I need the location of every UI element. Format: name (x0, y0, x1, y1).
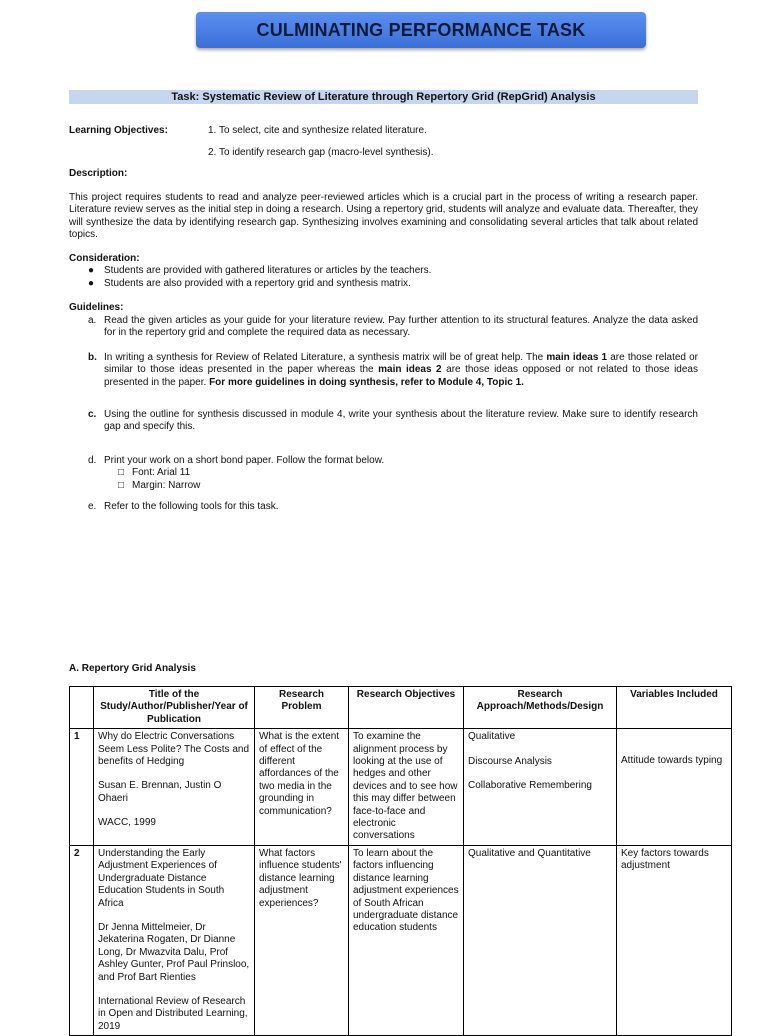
guideline-text: Using the outline for synthesis discussed in module 4, write your synthesis about the literature review. Make sure to identify research gap and specify this. (104, 409, 698, 433)
description-label: Description: (69, 168, 128, 179)
approach-item: Qualitative (468, 731, 516, 743)
variables-cell: Attitude towards typing (617, 729, 732, 846)
objectives-cell: To examine the alignment process by looking at the use of hedges and other devices and to see how this may differ between face-to-face and electronic conversations (349, 729, 464, 846)
guideline-marker: c. (88, 409, 97, 420)
column-header: Research Problem (255, 687, 349, 729)
table-row (70, 845, 732, 1035)
grid-heading: A. Repertory Grid Analysis (69, 663, 196, 674)
guideline-item-e (88, 501, 698, 513)
guideline-item-b (88, 352, 698, 389)
guideline-emphasis: For more guidelines in doing synthesis, refer to Module 4, Topic 1. (209, 376, 524, 388)
document-title: CULMINATING PERFORMANCE TASK (256, 19, 586, 40)
format-item-text: Margin: Narrow (132, 480, 201, 491)
study-cell (94, 729, 255, 846)
consideration-item (88, 265, 431, 276)
study-publication: WACC, 1999 (98, 817, 156, 829)
column-header (70, 687, 94, 729)
task-title: Task: Systematic Review of Literature through Repertory Grid (RepGrid) Analysis (171, 91, 596, 103)
consideration-item-text: Students are provided with gathered literatures or articles by the teachers. (104, 265, 432, 276)
guideline-item-d (88, 455, 698, 467)
guideline-emphasis: main ideas 2 (378, 364, 442, 376)
guideline-item-a (88, 315, 698, 340)
bullet-icon: ● (88, 265, 95, 276)
study-authors: Susan E. Brennan, Justin O Ohaeri (98, 780, 222, 804)
guideline-marker: e. (88, 501, 97, 512)
checkbox-icon: □ (118, 467, 125, 478)
objective-item: 1. To select, cite and synthesize related literature. (208, 125, 427, 136)
guideline-text-part: are those ideas opposed or not related to those ideas presented in the paper. (104, 364, 698, 388)
column-header: Research Objectives (349, 687, 464, 729)
consideration-item-text: Students are also provided with a repertory grid and synthesis matrix. (104, 278, 411, 289)
approach-item: Discourse Analysis (468, 755, 552, 767)
guideline-text: Refer to the following tools for this task. (104, 501, 279, 512)
description-text: This project requires students to read and analyze peer-reviewed articles which is a crucial part in the process of writing a research paper. Literature review serves as the initial step in doing a research. Using a repertory grid, students will analyze and evaluate data. Thereafter, they will synthesize the data by identifying research gap. Synthesizing involves examining and consolidating several articles that talk about related topics. (69, 192, 698, 241)
repertory-grid-table (69, 686, 732, 1036)
guidelines-label: Guidelines: (69, 302, 124, 313)
column-header: Research Approach/Methods/Design (464, 687, 617, 729)
objective-item: 2. To identify research gap (macro-level synthesis). (208, 147, 434, 158)
problem-cell: What is the extent of effect of the different affordances of the two media in the grounding in communication? (255, 729, 349, 846)
study-title: Understanding the Early Adjustment Experiences of Undergraduate Distance Education Students in South Africa (98, 847, 225, 909)
approach-item: Collaborative Remembering (468, 780, 592, 792)
consideration-item (88, 278, 411, 289)
task-heading-bar (69, 90, 698, 104)
header-banner (196, 12, 646, 48)
study-publication: International Review of Research in Open and Distributed Learning, 2019 (98, 995, 248, 1032)
column-header: Variables Included (617, 687, 732, 729)
guideline-text: Print your work on a short bond paper. Follow the format below. (104, 455, 385, 466)
column-header: Title of the Study/Author/Publisher/Year of Publication (94, 687, 255, 729)
format-item-text: Font: Arial 11 (132, 467, 191, 478)
row-number: 2 (70, 845, 94, 1035)
table-header-row (70, 687, 732, 729)
consideration-label: Consideration: (69, 253, 140, 264)
guideline-text-part: are those related or similar to those ideas presented in the paper whereas the (104, 352, 698, 376)
guideline-item-c (88, 409, 698, 434)
guideline-text: Read the given articles as your guide for your literature review. Pay further attention to its structural features. Analyze the data asked for in the repertory grid and complete the required data as necessary. (104, 315, 698, 339)
objectives-cell: To learn about the factors influencing distance learning adjustment experiences of South African undergraduate distance education students (349, 845, 464, 1035)
guideline-emphasis: main ideas 1 (546, 352, 608, 363)
variables-cell: Key factors towards adjustment (617, 845, 732, 1035)
guideline-marker: a. (88, 315, 97, 326)
study-title: Why do Electric Conversations Seem Less Polite? The Costs and benefits of Hedging (98, 731, 250, 768)
learning-objectives-label: Learning Objectives: (69, 125, 168, 136)
format-item (118, 467, 190, 478)
guideline-marker: d. (88, 455, 97, 466)
format-item (118, 480, 200, 491)
approach-item: Qualitative and Quantitative (468, 847, 591, 859)
guideline-text-part: In writing a synthesis for Review of Related Literature, a synthesis matrix will be of great help. The (104, 352, 547, 363)
study-authors: Dr Jenna Mittelmeier, Dr Jekaterina Rogaten, Dr Dianne Long, Dr Mwazvita Dalu, Prof Ashley Gunter, Prof Paul Prinsloo, and Prof Bart Rienties (98, 921, 250, 983)
checkbox-icon: □ (118, 480, 125, 491)
guideline-text (104, 352, 698, 389)
table-row (70, 729, 732, 846)
approach-cell (464, 845, 617, 1035)
study-cell (94, 845, 255, 1035)
row-number: 1 (70, 729, 94, 846)
problem-cell: What factors influence students' distance learning adjustment experiences? (255, 845, 349, 1035)
guideline-marker: b. (88, 352, 97, 363)
approach-cell (464, 729, 617, 846)
bullet-icon: ● (88, 278, 95, 289)
